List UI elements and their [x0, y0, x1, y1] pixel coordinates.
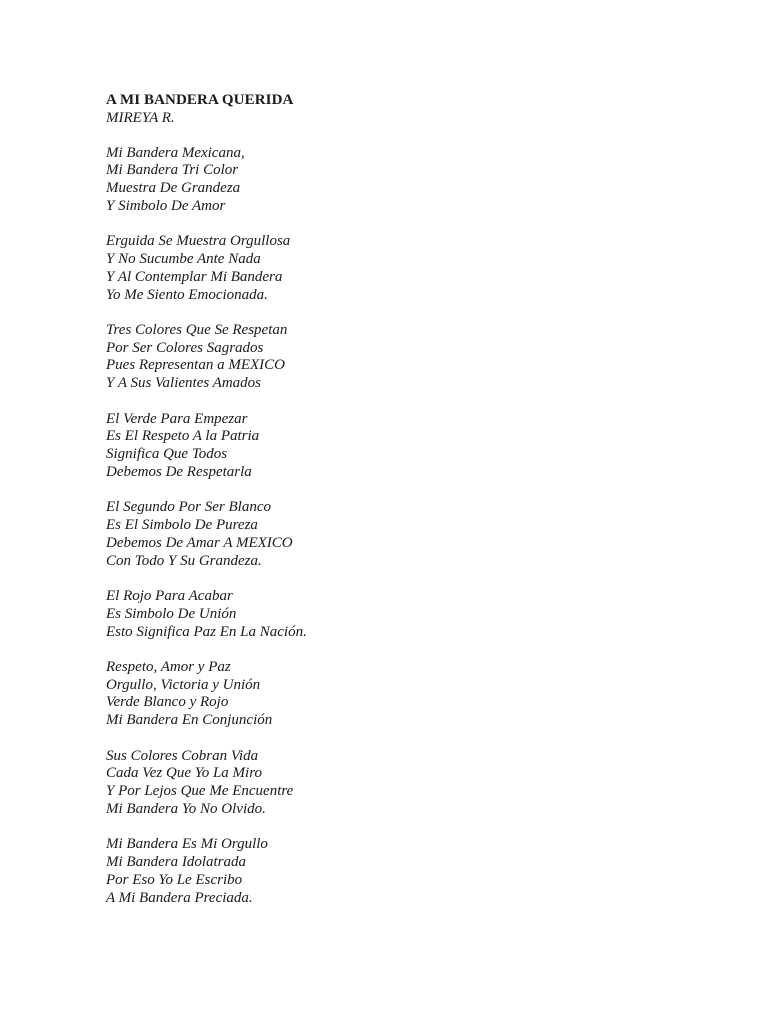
poem-line: Pues Representan a MEXICO [106, 357, 285, 374]
poem-line: Erguida Se Muestra Orgullosa [106, 233, 291, 250]
poem-line: Y A Sus Valientes Amados [106, 375, 262, 392]
poem-line: Mi Bandera En Conjunción [106, 712, 273, 729]
poem-line: El Rojo Para Acabar [106, 587, 233, 604]
stanza-8 [106, 748, 666, 819]
poem-line: Mi Bandera Yo No Olvido. [106, 800, 266, 817]
poem-line: A Mi Bandera Preciada. [106, 889, 253, 906]
poem-line: Mi Bandera Idolatrada [106, 854, 246, 870]
stanza-9 [106, 836, 666, 907]
poem-line: Mi Bandera Mexicana, [106, 144, 245, 161]
poem-author: MIREYA R. [106, 110, 175, 126]
poem-line: Debemos De Amar A MEXICO [106, 534, 293, 551]
stanza-5 [106, 499, 666, 570]
poem-line: Y Simbolo De Amor [106, 197, 226, 214]
poem-line: Es Simbolo De Unión [106, 605, 237, 622]
document-page [106, 91, 666, 925]
poem-line: Yo Me Siento Emocionada. [106, 286, 268, 303]
poem-line: Es El Simbolo De Pureza [106, 517, 258, 534]
poem-line: Mi Bandera Es Mi Orgullo [106, 836, 268, 853]
poem-line: Orgullo, Victoria y Unión [106, 676, 261, 693]
poem-line: Mi Bandera Tri Color [106, 162, 239, 179]
poem-line: Cada Vez Que Yo La Miro [106, 765, 262, 782]
poem-line: Debemos De Respetarla [106, 463, 252, 480]
poem-title: A MI BANDERA QUERIDA [106, 92, 294, 108]
poem-line: Por Eso Yo Le Escribo [106, 871, 243, 888]
poem-line: Por Ser Colores Sagrados [106, 339, 264, 356]
poem-line: Y Por Lejos Que Me Encuentre [106, 783, 294, 800]
stanza-2 [106, 233, 666, 304]
poem-line: Tres Colores Que Se Respetan [106, 321, 288, 338]
poem-line: Muestra De Grandeza [106, 180, 241, 197]
stanza-6 [106, 588, 666, 641]
stanza-1 [106, 145, 666, 216]
poem-line: Y No Sucumbe Ante Nada [106, 250, 261, 267]
poem-line: Esto Significa Paz En La Nación. [106, 623, 307, 640]
stanza-3 [106, 322, 666, 393]
poem-line: Y Al Contemplar Mi Bandera [106, 268, 283, 285]
stanza-4 [106, 411, 666, 482]
poem-line: Significa Que Todos [106, 446, 228, 463]
poem-line: El Segundo Por Ser Blanco [106, 499, 271, 516]
poem-line: El Verde Para Empezar [106, 410, 248, 427]
poem-line: Respeto, Amor y Paz [106, 658, 231, 675]
poem-line: Sus Colores Cobran Vida [106, 747, 259, 764]
stanza-7 [106, 659, 666, 730]
poem-line: Con Todo Y Su Grandeza. [106, 552, 262, 569]
poem-line: Es El Respeto A la Patria [106, 428, 260, 445]
poem-line: Verde Blanco y Rojo [106, 694, 229, 711]
